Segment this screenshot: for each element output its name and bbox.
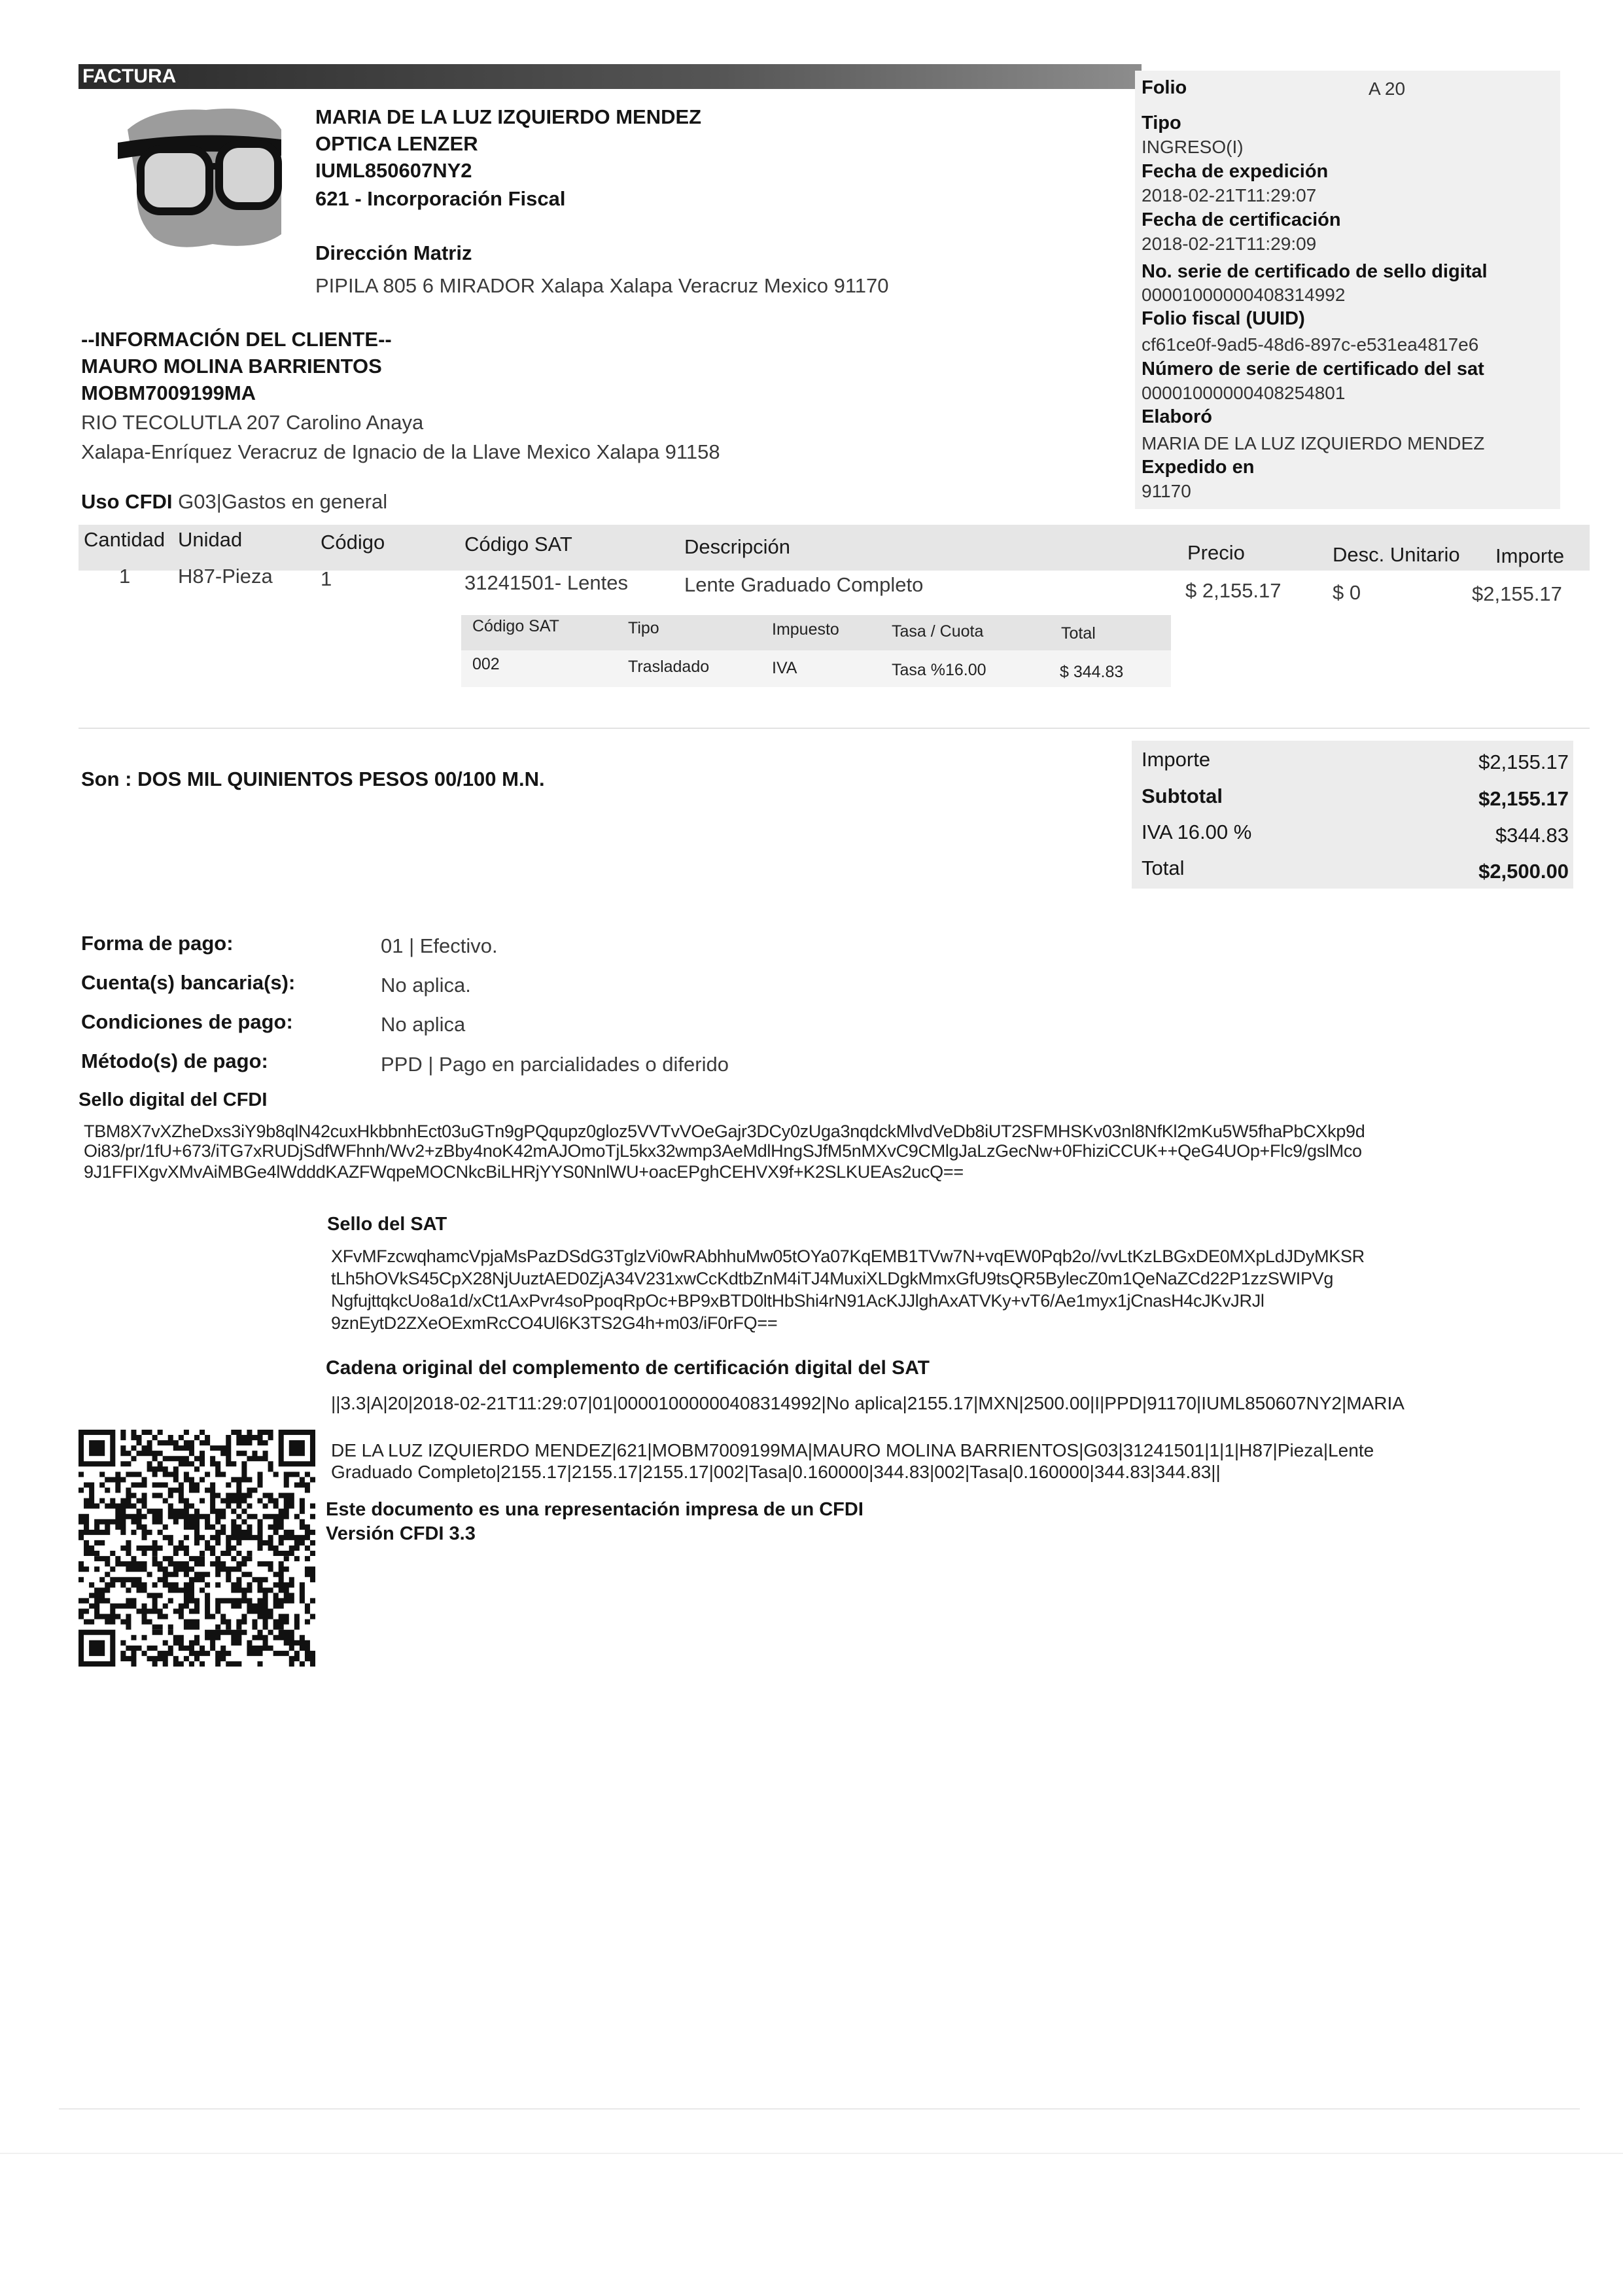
company-logo xyxy=(114,103,285,254)
metodo-pago-label: Método(s) de pago: xyxy=(81,1050,268,1072)
client-name: MAURO MOLINA BARRIENTOS xyxy=(81,355,382,378)
item-desc-unitario: $ 0 xyxy=(1333,581,1361,604)
fecha-expedicion-label: Fecha de expedición xyxy=(1142,161,1329,182)
expedido-value: 91170 xyxy=(1142,481,1191,501)
uuid-value: cf61ce0f-9ad5-48d6-897c-e531ea4817e6 xyxy=(1142,334,1479,355)
client-header: --INFORMACIÓN DEL CLIENTE-- xyxy=(81,328,392,351)
sello-cfdi-line-1: TBM8X7vXZheDxs3iY9b8qlN42cuxHkbbnhEct03uGTn9gPQqupz0gloz5VVTvVOeGajr3DCy0zUga3nqdckMlvdVeDb8iUT2SFMHSKv03nl8NfKl2mKu5W5fhaPbCXkp9d xyxy=(84,1122,1365,1141)
sello-sat-line-4: 9znEytD2ZXeOExmRcCO4Ul6K3TS2G4h+m03/iF0rFQ== xyxy=(331,1313,778,1333)
issuer-name: MARIA DE LA LUZ IZQUIERDO MENDEZ xyxy=(315,105,702,128)
totals-total-label: Total xyxy=(1142,857,1185,879)
tax-col-tipo: Tipo xyxy=(628,619,659,637)
sello-sat-line-3: NgfujttqkcUo8a1d/xCt1AxPvr4soPpoqRpOc+BP9xBTD0ltHbShi4rN91AcKJJlghAxATVKy+vT6/Ae1myx1jCnasH4cJKvJRJl xyxy=(331,1291,1265,1311)
uuid-label: Folio fiscal (UUID) xyxy=(1142,308,1305,329)
forma-pago-value: 01 | Efectivo. xyxy=(381,934,498,957)
serie-sello-label: No. serie de certificado de sello digital xyxy=(1142,261,1488,282)
client-address-line2: Xalapa-Enríquez Veracruz de Ignacio de la Llave Mexico Xalapa 91158 xyxy=(81,440,720,463)
glasses-logo-icon xyxy=(114,103,285,254)
tax-tipo: Trasladado xyxy=(628,658,710,676)
cadena-label: Cadena original del complemento de certificación digital del SAT xyxy=(326,1357,930,1379)
col-importe: Importe xyxy=(1495,544,1565,567)
elaboro-label: Elaboró xyxy=(1142,406,1212,427)
col-desc-unitario: Desc. Unitario xyxy=(1333,543,1460,566)
issuer-trade-name: OPTICA LENZER xyxy=(315,132,478,155)
issuer-address: PIPILA 805 6 MIRADOR Xalapa Xalapa Veracruz Mexico 91170 xyxy=(315,274,889,297)
footer-divider-2 xyxy=(0,2153,1623,2154)
totals-iva-value: $344.83 xyxy=(1495,824,1569,847)
document-title: FACTURA xyxy=(82,65,177,87)
item-codigo-sat: 31241501- Lentes xyxy=(464,571,628,594)
footer-divider xyxy=(59,2108,1580,2110)
sello-sat-line-2: tLh5hOVkS45CpX28NjUuztAED0ZjA34V231xwCcKdtbZnM4iTJ4MuxiXLDgkMmxGfU9tsQR5BylecZ0m1QeNaZCd22P1zzSWIPVg xyxy=(331,1269,1334,1288)
footer-note-line1: Este documento es una representación impresa de un CFDI xyxy=(326,1499,864,1520)
item-descripcion: Lente Graduado Completo xyxy=(684,573,924,596)
uso-cfdi-value: G03|Gastos en general xyxy=(178,490,388,513)
col-descripcion: Descripción xyxy=(684,535,790,558)
qr-code-icon xyxy=(79,1430,315,1667)
totals-iva-label: IVA 16.00 % xyxy=(1142,821,1252,843)
condiciones-pago-value: No aplica xyxy=(381,1013,466,1036)
expedido-label: Expedido en xyxy=(1142,457,1255,478)
tax-tasa: Tasa %16.00 xyxy=(892,661,986,679)
tax-col-total: Total xyxy=(1061,624,1096,643)
client-rfc: MOBM7009199MA xyxy=(81,381,256,404)
serie-sat-value: 00001000000408254801 xyxy=(1142,383,1346,403)
issuer-regime: 621 - Incorporación Fiscal xyxy=(315,187,566,210)
item-precio: $ 2,155.17 xyxy=(1185,579,1282,602)
cadena-line-2: DE LA LUZ IZQUIERDO MENDEZ|621|MOBM7009199MA|MAURO MOLINA BARRIENTOS|G03|31241501|1|1|H87|Pieza|Lente xyxy=(331,1440,1374,1460)
tax-total: $ 344.83 xyxy=(1060,663,1124,681)
elaboro-value: MARIA DE LA LUZ IZQUIERDO MENDEZ xyxy=(1142,433,1485,453)
col-unidad: Unidad xyxy=(178,528,243,551)
tax-col-tasa: Tasa / Cuota xyxy=(892,622,984,641)
totals-importe-label: Importe xyxy=(1142,748,1211,771)
folio-label: Folio xyxy=(1142,77,1187,98)
tax-col-codigo-sat: Código SAT xyxy=(472,617,559,635)
metodo-pago-value: PPD | Pago en parcialidades o diferido xyxy=(381,1053,729,1076)
sello-sat-line-1: XFvMFzcwqhamcVpjaMsPazDSdG3TglzVi0wRAbhhuMw05tOYa07KqEMB1TVw7N+vqEW0Pqb2o//vvLtKzLBGxDE0MXpLdJDyMKSR xyxy=(331,1246,1365,1266)
sello-cfdi-line-3: 9J1FFIXgvXMvAiMBGe4lWdddKAZFWqpeMOCNkcBiLHRjYYS0NnlWU+oacEPghCEHVX9f+K2SLKUEAs2ucQ== xyxy=(84,1162,964,1182)
cadena-line-1: ||3.3|A|20|2018-02-21T11:29:07|01|00001000000408314992|No aplica|2155.17|MXN|2500.00|I|PPD|91170|IUML850607NY2|MARIA xyxy=(331,1393,1405,1413)
amount-in-words: Son : DOS MIL QUINIENTOS PESOS 00/100 M.N. xyxy=(81,768,545,790)
cuenta-bancaria-label: Cuenta(s) bancaria(s): xyxy=(81,971,296,994)
tax-col-impuesto: Impuesto xyxy=(772,620,839,639)
sello-sat-label: Sello del SAT xyxy=(327,1214,447,1235)
items-table-bottom-line xyxy=(79,728,1590,729)
issuer-rfc: IUML850607NY2 xyxy=(315,159,472,182)
forma-pago-label: Forma de pago: xyxy=(81,932,234,955)
totals-subtotal-value: $2,155.17 xyxy=(1478,787,1569,810)
fecha-expedicion-value: 2018-02-21T11:29:07 xyxy=(1142,185,1317,205)
footer-note-line2: Versión CFDI 3.3 xyxy=(326,1523,476,1544)
col-precio: Precio xyxy=(1187,541,1245,564)
serie-sello-value: 00001000000408314992 xyxy=(1142,285,1346,305)
sello-cfdi-label: Sello digital del CFDI xyxy=(79,1089,268,1110)
cadena-line-3: Graduado Completo|2155.17|2155.17|2155.17|002|Tasa|0.160000|344.83|002|Tasa|0.160000|344.83|344.83|| xyxy=(331,1462,1221,1482)
item-cantidad: 1 xyxy=(119,565,131,588)
col-codigo: Código xyxy=(321,531,385,554)
folio-value: A 20 xyxy=(1369,79,1406,99)
condiciones-pago-label: Condiciones de pago: xyxy=(81,1010,293,1033)
item-importe: $2,155.17 xyxy=(1472,582,1562,605)
issuer-address-label: Dirección Matriz xyxy=(315,241,472,264)
factura-header-bar xyxy=(79,64,1142,89)
totals-subtotal-label: Subtotal xyxy=(1142,785,1223,807)
uso-cfdi-label: Uso CFDI xyxy=(81,490,173,513)
fecha-certificacion-label: Fecha de certificación xyxy=(1142,209,1341,230)
cuenta-bancaria-value: No aplica. xyxy=(381,974,471,997)
fecha-certificacion-value: 2018-02-21T11:29:09 xyxy=(1142,234,1317,254)
tipo-value: INGRESO(I) xyxy=(1142,137,1244,157)
totals-importe-value: $2,155.17 xyxy=(1478,751,1569,773)
tipo-label: Tipo xyxy=(1142,113,1181,133)
uso-cfdi xyxy=(81,489,387,514)
serie-sat-label: Número de serie de certificado del sat xyxy=(1142,359,1484,380)
col-cantidad: Cantidad xyxy=(84,528,166,551)
item-codigo: 1 xyxy=(321,567,332,590)
client-address-line1: RIO TECOLUTLA 207 Carolino Anaya xyxy=(81,411,424,434)
qr-code xyxy=(79,1430,315,1667)
tax-impuesto: IVA xyxy=(772,659,797,677)
sello-cfdi-line-2: Oi83/pr/1fU+673/iTG7xRUDjSdfWFhnh/Wv2+zBby4noK42mAJOmoTjL5kx32wmp3AeMdlHngSJfM5nMXvC9CMlgJaLzGecNw+0FhiziCCUK++QeG4UOp+Flc9/gslMco xyxy=(84,1141,1362,1161)
totals-total-value: $2,500.00 xyxy=(1478,860,1569,883)
col-codigo-sat: Código SAT xyxy=(464,533,572,556)
tax-codigo-sat: 002 xyxy=(472,655,500,673)
item-unidad: H87-Pieza xyxy=(178,565,273,588)
